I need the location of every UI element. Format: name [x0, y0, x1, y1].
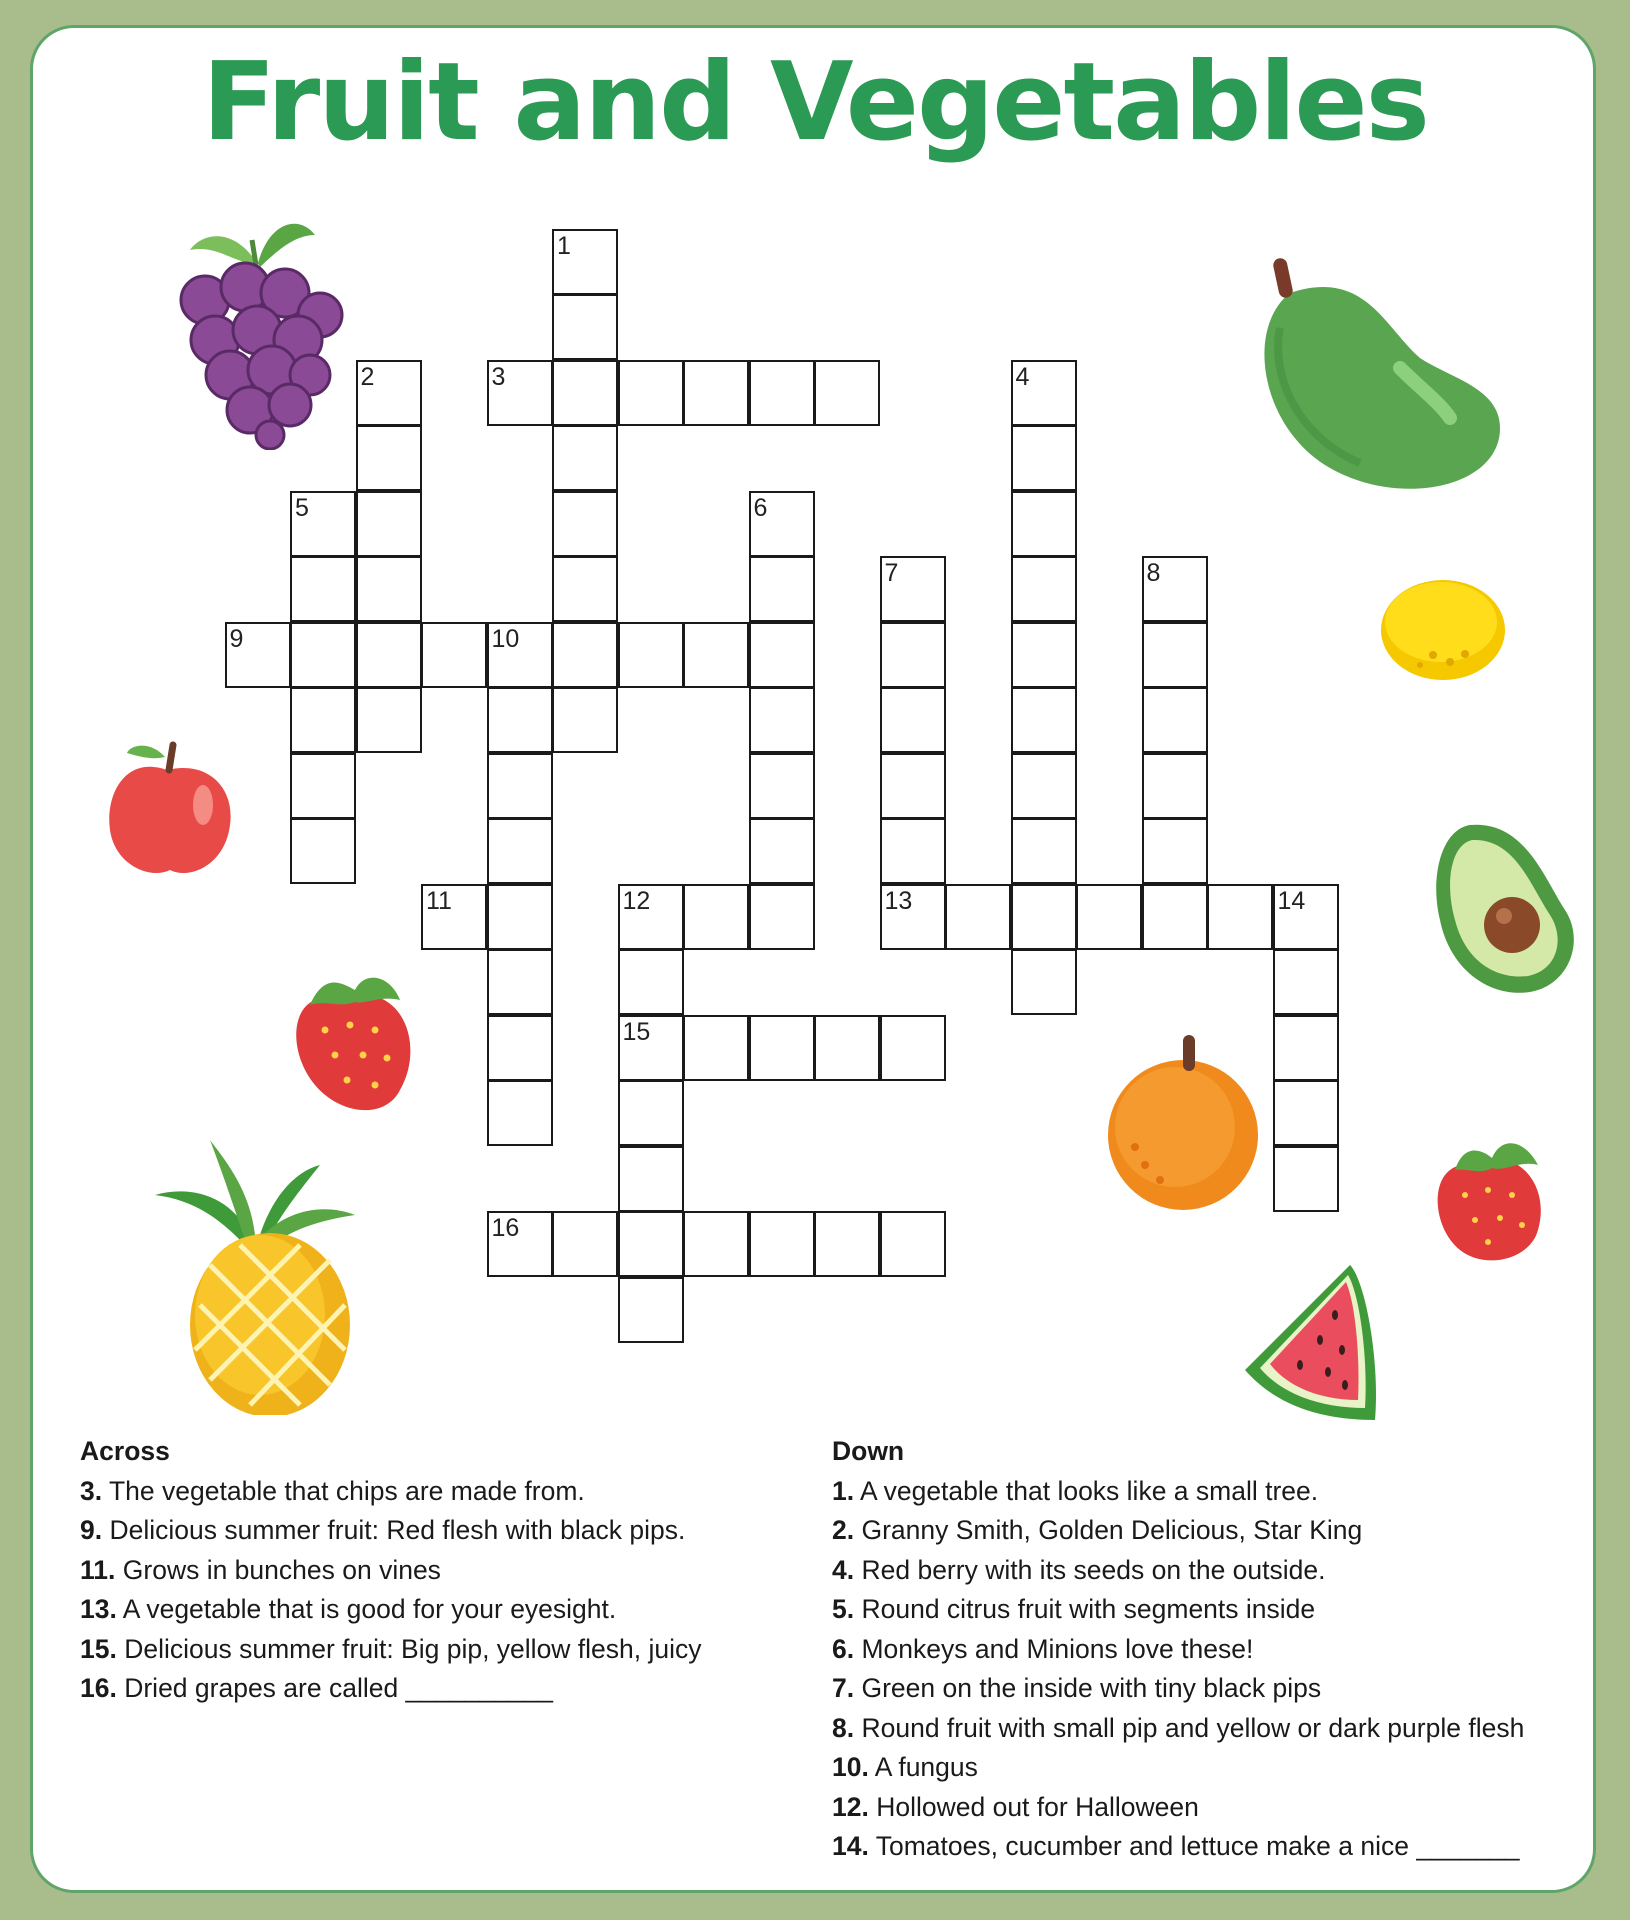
- crossword-cell[interactable]: [814, 1015, 880, 1081]
- crossword-cell[interactable]: [1011, 491, 1077, 557]
- crossword-cell[interactable]: [749, 360, 815, 426]
- crossword-cell[interactable]: [749, 1211, 815, 1277]
- watermelon-icon: [1240, 1260, 1380, 1435]
- crossword-cell[interactable]: [290, 491, 356, 557]
- crossword-cell[interactable]: [1273, 1080, 1339, 1146]
- crossword-cell[interactable]: [1011, 818, 1077, 884]
- clue-down-12: 12. Hollowed out for Halloween: [832, 1791, 1199, 1822]
- crossword-cell[interactable]: [814, 360, 880, 426]
- crossword-cell[interactable]: [618, 1015, 684, 1081]
- clue-down-4: 4. Red berry with its seeds on the outside.: [832, 1554, 1326, 1585]
- crossword-cell[interactable]: [356, 360, 422, 426]
- crossword-cell[interactable]: [421, 884, 487, 950]
- cell-number: 16: [491, 1214, 520, 1242]
- clue-across-3: 3. The vegetable that chips are made from.: [80, 1475, 585, 1506]
- crossword-cell[interactable]: [749, 491, 815, 557]
- crossword-cell[interactable]: [487, 753, 553, 819]
- crossword-cell[interactable]: [421, 622, 487, 688]
- crossword-cell[interactable]: [880, 1015, 946, 1081]
- clue-down-14: 14. Tomatoes, cucumber and lettuce make a nice _______: [832, 1831, 1520, 1861]
- clue-down-8: 8. Round fruit with small pip and yellow or dark purple flesh: [832, 1712, 1525, 1743]
- across-heading: Across: [80, 1436, 170, 1466]
- cell-number: 14: [1277, 886, 1306, 915]
- across-clues: [80, 1432, 702, 1709]
- strawberry-icon: [1430, 1130, 1550, 1270]
- crossword-cell[interactable]: [945, 884, 1011, 950]
- cell-number: 1: [557, 231, 571, 260]
- orange-icon: [1105, 1035, 1260, 1215]
- crossword-cell[interactable]: [1076, 884, 1142, 950]
- crossword-cell[interactable]: [880, 556, 946, 622]
- clue-across-9: 9. Delicious summer fruit: Red flesh with black pips.: [80, 1515, 686, 1545]
- crossword-cell[interactable]: [880, 753, 946, 819]
- cell-number: 8: [1146, 559, 1161, 587]
- crossword-cell[interactable]: [1011, 949, 1077, 1015]
- crossword-cell[interactable]: [487, 687, 553, 753]
- cell-number: 12: [622, 886, 651, 915]
- crossword-cell[interactable]: [487, 884, 553, 950]
- crossword-cell[interactable]: [552, 229, 618, 295]
- cell-number: 13: [884, 886, 913, 915]
- crossword-cell[interactable]: [1011, 687, 1077, 753]
- crossword-cell[interactable]: [356, 556, 422, 622]
- crossword-cell[interactable]: [880, 818, 946, 884]
- crossword-cell[interactable]: [1207, 884, 1273, 950]
- cell-number: 15: [622, 1017, 651, 1046]
- crossword-cell[interactable]: [487, 949, 553, 1015]
- clue-down-7: 7. Green on the inside with tiny black pips: [832, 1673, 1322, 1703]
- crossword-cell[interactable]: [618, 1277, 684, 1343]
- crossword-cell[interactable]: [552, 687, 618, 753]
- crossword-cell[interactable]: [618, 884, 684, 950]
- crossword-cell[interactable]: [487, 818, 553, 884]
- crossword-cell[interactable]: [290, 818, 356, 884]
- lemon-icon: [1375, 570, 1510, 690]
- cell-number: 4: [1015, 362, 1030, 391]
- crossword-cell[interactable]: [749, 687, 815, 753]
- cell-number: 5: [295, 493, 309, 522]
- crossword-cell[interactable]: [749, 753, 815, 819]
- crossword-cell[interactable]: [487, 360, 553, 426]
- cell-number: 11: [426, 886, 452, 915]
- crossword-cell[interactable]: [683, 884, 749, 950]
- crossword-cell[interactable]: [552, 491, 618, 557]
- crossword-cell[interactable]: [487, 1015, 553, 1081]
- crossword-cell[interactable]: [1011, 360, 1077, 426]
- crossword-cell[interactable]: [749, 884, 815, 950]
- cell-number: 3: [491, 362, 506, 391]
- clue-across-16: 16. Dried grapes are called __________: [80, 1673, 553, 1703]
- cell-number: 7: [884, 559, 899, 587]
- crossword-cell[interactable]: [290, 687, 356, 753]
- crossword-cell[interactable]: [814, 1211, 880, 1277]
- crossword-cell[interactable]: [880, 1211, 946, 1277]
- pineapple-icon: [150, 1135, 370, 1415]
- crossword-cell[interactable]: [552, 556, 618, 622]
- crossword-cell[interactable]: [683, 1015, 749, 1081]
- crossword-cell[interactable]: [290, 622, 356, 688]
- crossword-cell[interactable]: [1273, 949, 1339, 1015]
- crossword-cell[interactable]: [1273, 1146, 1339, 1212]
- cell-number: 6: [753, 493, 768, 522]
- crossword-cell[interactable]: [618, 360, 684, 426]
- page-title: Fruit and Vegetables: [202, 40, 1428, 165]
- cell-number: 10: [491, 624, 520, 653]
- crossword-cell[interactable]: [1142, 687, 1208, 753]
- crossword-cell[interactable]: [749, 1015, 815, 1081]
- crossword-cell[interactable]: [618, 1146, 684, 1212]
- crossword-cell[interactable]: [618, 1211, 684, 1277]
- crossword-cell[interactable]: [1011, 622, 1077, 688]
- clue-across-11: 11. Grows in bunches on vines: [80, 1554, 441, 1585]
- crossword-cell[interactable]: [749, 556, 815, 622]
- crossword-cell[interactable]: [552, 1211, 618, 1277]
- crossword-cell[interactable]: [1142, 556, 1208, 622]
- cell-number: 9: [229, 624, 244, 653]
- crossword-cell[interactable]: [356, 687, 422, 753]
- crossword-cell[interactable]: [683, 360, 749, 426]
- crossword-cell[interactable]: [683, 1211, 749, 1277]
- crossword-cell[interactable]: [1011, 425, 1077, 491]
- crossword-cell[interactable]: [552, 294, 618, 360]
- crossword-cell[interactable]: [356, 425, 422, 491]
- crossword-cell[interactable]: [1273, 884, 1339, 950]
- crossword-cell[interactable]: [618, 949, 684, 1015]
- grapes-icon: [160, 205, 350, 450]
- crossword-cell[interactable]: [1011, 753, 1077, 819]
- crossword-cell[interactable]: [290, 556, 356, 622]
- crossword-cell[interactable]: [552, 360, 618, 426]
- crossword-cell[interactable]: [618, 622, 684, 688]
- crossword-cell[interactable]: [880, 884, 946, 950]
- crossword-cell[interactable]: [1011, 884, 1077, 950]
- crossword-cell[interactable]: [1011, 556, 1077, 622]
- avocado-icon: [1430, 820, 1580, 1000]
- crossword-cell[interactable]: [1142, 622, 1208, 688]
- down-clues: [832, 1432, 1524, 1867]
- crossword-cell[interactable]: [880, 622, 946, 688]
- crossword-cell[interactable]: [290, 753, 356, 819]
- crossword-cell[interactable]: [749, 818, 815, 884]
- crossword-cell[interactable]: [1142, 753, 1208, 819]
- clue-across-15: 15. Delicious summer fruit: Big pip, yellow flesh, juicy: [80, 1633, 702, 1664]
- crossword-cell[interactable]: [487, 1211, 553, 1277]
- crossword-cell[interactable]: [487, 1080, 553, 1146]
- crossword-cell[interactable]: [1273, 1015, 1339, 1081]
- crossword-cell[interactable]: [356, 491, 422, 557]
- apple-icon: [105, 735, 235, 880]
- crossword-cell[interactable]: [1142, 884, 1208, 950]
- crossword-cell[interactable]: [618, 1080, 684, 1146]
- clue-down-2: 2. Granny Smith, Golden Delicious, Star King: [832, 1515, 1363, 1545]
- clue-across-13: 13. A vegetable that is good for your eyesight.: [80, 1594, 617, 1624]
- crossword-cell[interactable]: [356, 622, 422, 688]
- crossword-cell[interactable]: [1142, 818, 1208, 884]
- strawberry-icon: [285, 960, 425, 1120]
- clue-down-10: 10. A fungus: [832, 1752, 978, 1782]
- mango-icon: [1250, 258, 1505, 503]
- crossword-cell[interactable]: [683, 622, 749, 688]
- clue-down-5: 5. Round citrus fruit with segments inside: [832, 1594, 1316, 1624]
- clue-down-6: 6. Monkeys and Minions love these!: [832, 1633, 1254, 1664]
- crossword-cell[interactable]: [225, 622, 291, 688]
- cell-number: 2: [360, 362, 375, 391]
- down-heading: Down: [832, 1436, 905, 1466]
- crossword-cell[interactable]: [880, 687, 946, 753]
- crossword-cell[interactable]: [552, 622, 618, 688]
- crossword-cell[interactable]: [552, 425, 618, 491]
- crossword-cell[interactable]: [749, 622, 815, 688]
- clue-down-1: 1. A vegetable that looks like a small tree.: [832, 1475, 1319, 1506]
- crossword-cell[interactable]: [487, 622, 553, 688]
